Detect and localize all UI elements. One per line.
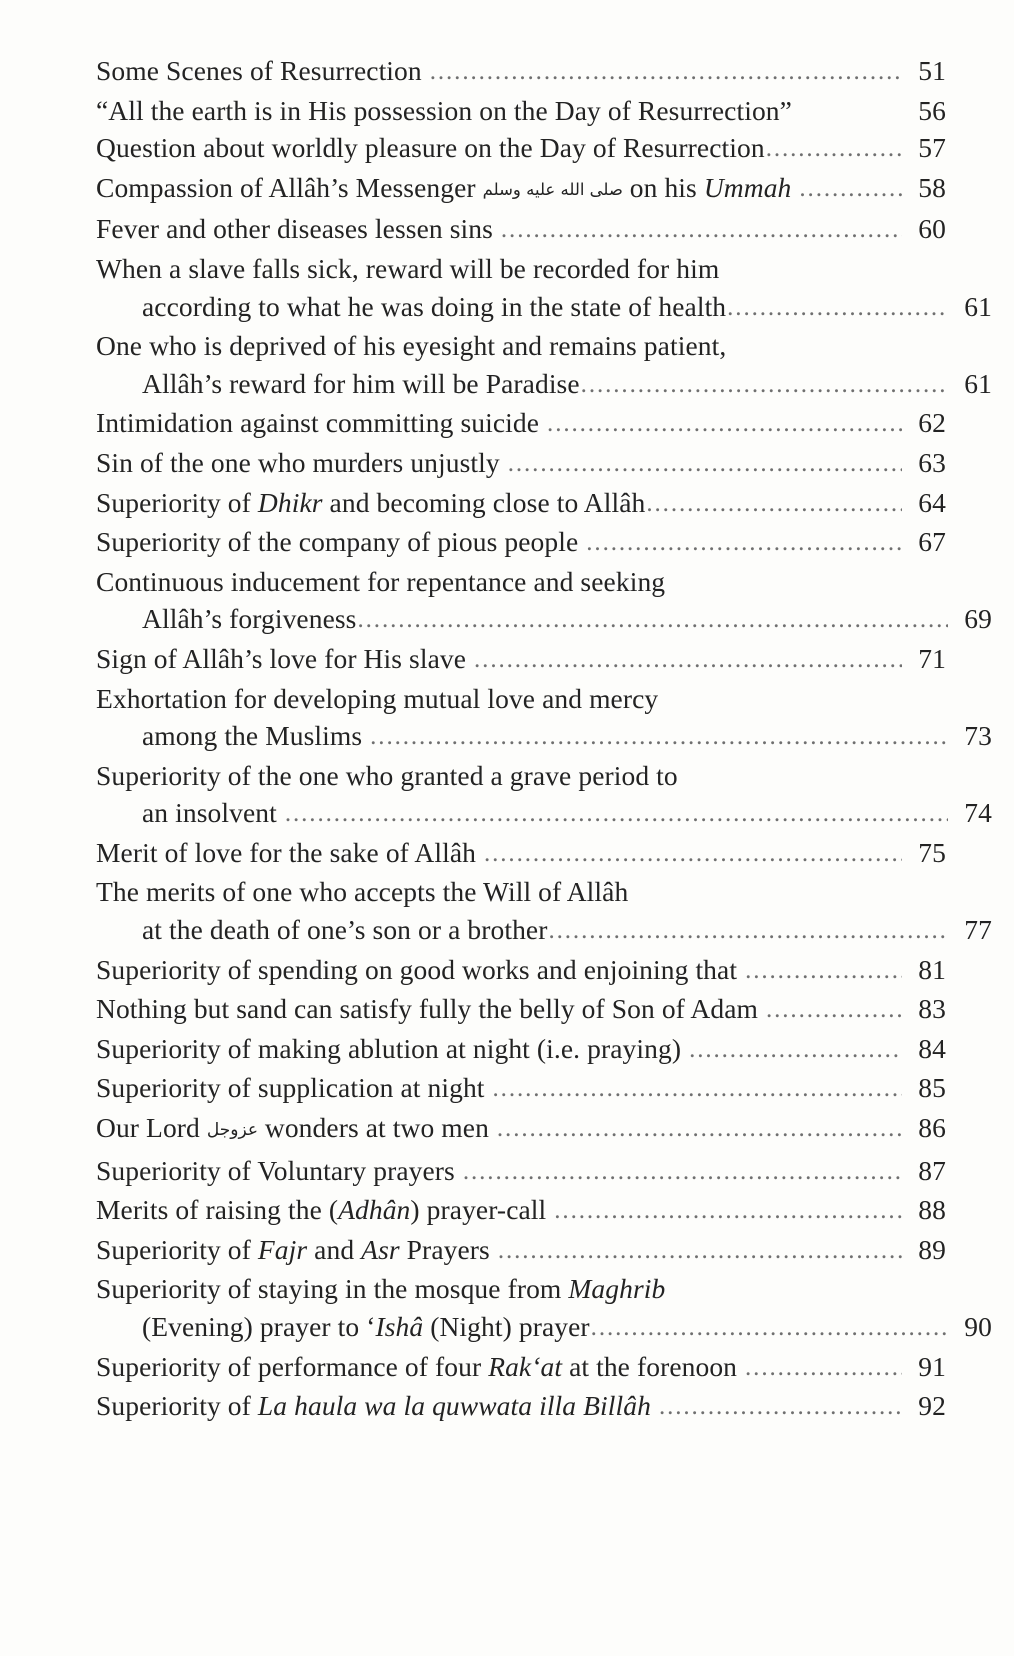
toc-entry-row (96, 1191, 946, 1231)
toc-entry-title: Intimidation against committing suicide (96, 407, 547, 439)
toc-entry[interactable] (96, 1270, 992, 1347)
toc-entry-title: Merit of love for the sake of Allâh (96, 836, 483, 868)
toc-entry-row (96, 834, 946, 874)
toc-entry-title-text: Superiority of (96, 1390, 258, 1422)
toc-leader-dots (745, 1349, 902, 1387)
toc-page-number[interactable]: 84 (918, 1032, 946, 1064)
toc-entry[interactable] (96, 1030, 946, 1070)
toc-entry-title-italic: La haula wa la quwwata illa Billâh (257, 1390, 651, 1422)
toc-entry-row (96, 1348, 946, 1388)
toc-entry-title: Question about worldly pleasure on the Day of Resurrection (96, 132, 765, 164)
toc-page-number[interactable]: 67 (918, 526, 946, 558)
toc-leader-dots (591, 1309, 948, 1347)
toc-entry-title-text: Superiority of (96, 1233, 258, 1265)
toc-entry-title: Superiority of spending on good works and enjoining that (96, 953, 745, 985)
toc-entry-title: Allâh’s reward for him will be Paradise (142, 367, 580, 399)
toc-leader-dots (745, 952, 902, 990)
toc-leader-dots (501, 211, 902, 249)
toc-leader-dots (586, 524, 902, 562)
toc-entry-title-text: Merits of raising the ( (96, 1194, 339, 1226)
toc-entry-title-italic: Dhikr (257, 486, 323, 518)
toc-entry-title: Nothing but sand can satisfy fully the belly of Son of Adam (96, 993, 765, 1025)
toc-entry-row (96, 365, 992, 405)
toc-entry[interactable] (96, 444, 946, 484)
toc-entry-title-text: (Night) prayer (423, 1311, 590, 1342)
table-of-contents (96, 52, 992, 1427)
toc-entry-row (96, 210, 946, 250)
toc-entry-row (96, 288, 992, 328)
toc-entry[interactable] (96, 169, 946, 211)
toc-entry[interactable] (96, 52, 946, 92)
toc-entry-row (96, 951, 946, 991)
toc-entry-title-italic: Ummah (703, 171, 792, 203)
toc-leader-dots (463, 1153, 902, 1191)
toc-entry-row (96, 404, 946, 444)
toc-page-number[interactable]: 71 (918, 642, 946, 674)
toc-entry-row (96, 52, 946, 92)
toc-entry-title-italic: Adhân (338, 1194, 411, 1226)
toc-entry[interactable] (96, 1109, 946, 1152)
toc-entry-row (96, 484, 946, 524)
toc-page-number[interactable]: 87 (918, 1154, 946, 1186)
toc-entry-title (142, 1308, 590, 1346)
toc-entry-line: When a slave falls sick, reward will be recorded for him (96, 252, 720, 284)
toc-leader-dots (548, 912, 948, 950)
toc-entry[interactable] (96, 951, 946, 991)
toc-entry-line: Superiority of the one who granted a grave period to (96, 759, 678, 791)
toc-leader-dots (727, 289, 948, 327)
toc-entry-title: Superiority of the company of pious people (96, 526, 586, 558)
toc-leader-dots (659, 1388, 902, 1426)
toc-entry-row (96, 1308, 992, 1348)
toc-page-number[interactable]: 56 (918, 94, 946, 126)
toc-entry-title: Compassion of Allâh’s Messenger صلى الله عليه وسلم on his Ummah (96, 169, 798, 211)
toc-entry-title-text: wonders at two men (258, 1112, 496, 1144)
toc-page-number[interactable]: 73 (964, 720, 992, 752)
toc-leader-dots (766, 130, 902, 168)
toc-entry-title-text: at the forenoon (562, 1350, 745, 1382)
toc-entry-title: Sign of Allâh’s love for His slave (96, 642, 474, 674)
toc-entry[interactable] (96, 1348, 946, 1388)
toc-entry-line: The merits of one who accepts the Will of Allâh (96, 876, 629, 908)
toc-leader-dots (358, 601, 949, 639)
toc-entry-row (96, 1387, 946, 1427)
toc-leader-dots (581, 366, 948, 404)
toc-entry-title: Some Scenes of Resurrection (96, 55, 429, 86)
toc-page-number[interactable]: 86 (918, 1112, 946, 1144)
toc-entry-title: among the Muslims (142, 720, 370, 752)
toc-entry-row (96, 444, 946, 484)
arabic-honorific-azza-wa-jall: عزوجل (206, 1120, 258, 1141)
toc-entry-title: an insolvent (142, 797, 284, 829)
toc-entry-title-text: Superiority of performance of four (96, 1350, 489, 1382)
toc-page-number[interactable]: 91 (918, 1350, 946, 1382)
toc-leader-dots (498, 1232, 902, 1270)
toc-page-number[interactable]: 92 (918, 1390, 946, 1422)
toc-leader-dots (430, 53, 902, 91)
toc-entry[interactable] (96, 484, 946, 524)
toc-page-number[interactable]: 58 (918, 171, 946, 203)
toc-leader-dots (547, 405, 902, 443)
toc-entry-title-italic: Maghrib (568, 1273, 666, 1305)
toc-leader-dots (370, 718, 948, 756)
toc-entry-title (96, 1348, 744, 1386)
toc-entry-row (96, 717, 992, 757)
toc-entry-line (96, 1270, 946, 1308)
toc-entry-row (96, 600, 992, 640)
toc-entry-title-text: Prayers (399, 1233, 497, 1265)
toc-entry-row (96, 1030, 946, 1070)
toc-entry[interactable] (96, 523, 946, 563)
toc-entry[interactable] (96, 1152, 946, 1192)
toc-entry-row (96, 1069, 946, 1109)
toc-entry-title-italic: Ishâ (375, 1311, 424, 1342)
toc-entry-title: Fever and other diseases lessen sins (96, 213, 500, 245)
toc-entry-title-text: Superiority of (96, 486, 258, 518)
toc-entry-title (96, 484, 645, 522)
toc-leader-dots (497, 1110, 902, 1148)
toc-entry-title: according to what he was doing in the state of health (142, 290, 727, 322)
toc-entry-title-text: ) prayer-call (410, 1194, 554, 1226)
toc-page-number[interactable]: 57 (918, 132, 946, 164)
toc-entry-title-text: and becoming close to Allâh (322, 486, 646, 518)
toc-entry-row (96, 1152, 946, 1192)
toc-entry[interactable] (96, 250, 992, 327)
toc-page-number[interactable]: 77 (964, 914, 992, 946)
toc-entry[interactable] (96, 680, 992, 757)
toc-entry-row (96, 990, 946, 1030)
toc-entry-title: Allâh’s forgiveness (142, 603, 357, 635)
toc-leader-dots (646, 485, 902, 523)
toc-leader-dots (285, 795, 948, 833)
toc-page-number[interactable]: 61 (964, 367, 992, 399)
toc-page-number[interactable]: 74 (964, 797, 992, 829)
toc-page-number[interactable]: 69 (964, 603, 992, 635)
toc-entry[interactable] (96, 757, 992, 834)
toc-entry-title (96, 1191, 553, 1229)
toc-entry-row (96, 1109, 946, 1152)
toc-entry-title-text (791, 172, 798, 203)
toc-entry[interactable] (96, 210, 946, 250)
toc-entry-title: “All the earth is in His possession on the Day of Resurrection” (96, 94, 799, 126)
toc-page-number[interactable]: 83 (918, 993, 946, 1025)
toc-entry[interactable] (96, 834, 946, 874)
toc-entry-row (96, 523, 946, 563)
toc-page-number[interactable]: 64 (918, 486, 946, 518)
toc-entry-title (96, 1231, 497, 1269)
toc-page-number[interactable]: 62 (918, 407, 946, 439)
toc-entry-title-italic: Fajr (257, 1233, 308, 1265)
toc-entry-title (96, 1387, 658, 1425)
toc-page-number[interactable]: 75 (918, 836, 946, 868)
toc-leader-dots (493, 1070, 902, 1108)
toc-entry-row (96, 169, 946, 211)
toc-entry-row (96, 794, 992, 834)
toc-page-number[interactable]: 88 (918, 1194, 946, 1226)
toc-leader-dots (799, 170, 902, 208)
toc-entry[interactable] (96, 1387, 946, 1427)
toc-entry-line: Exhortation for developing mutual love and mercy (96, 682, 659, 714)
toc-page-number[interactable]: 90 (964, 1311, 992, 1342)
toc-entry-title-text: (Evening) prayer to ‘ (142, 1311, 376, 1342)
toc-entry-title-text (651, 1390, 658, 1421)
toc-entry-row (96, 92, 946, 130)
toc-entry-title: at the death of one’s son or a brother (142, 914, 548, 946)
toc-page-number[interactable]: 81 (918, 953, 946, 985)
toc-entry-title-text: on his (622, 171, 704, 203)
toc-page-number[interactable]: 89 (918, 1233, 946, 1265)
toc-entry-row (96, 911, 992, 951)
toc-page-number[interactable]: 61 (964, 290, 992, 322)
toc-entry-line: Continuous inducement for repentance and seeking (96, 565, 666, 597)
toc-entry[interactable] (96, 404, 946, 444)
toc-entry-title: Superiority of supplication at night (96, 1072, 492, 1104)
toc-entry[interactable] (96, 873, 992, 950)
toc-entry[interactable] (96, 92, 946, 130)
toc-entry-title-text: Superiority of staying in the mosque from (96, 1273, 569, 1305)
toc-entry[interactable] (96, 1231, 946, 1271)
toc-leader-dots (508, 445, 902, 483)
toc-leader-dots (766, 991, 902, 1029)
toc-entry[interactable] (96, 1069, 946, 1109)
toc-entry[interactable] (96, 640, 946, 680)
toc-page-number[interactable]: 63 (918, 446, 946, 478)
toc-entry-title-italic: Rak‘at (488, 1350, 563, 1382)
toc-entry[interactable] (96, 129, 946, 169)
toc-entry-title: Superiority of making ablution at night (i.e. praying) (96, 1032, 689, 1064)
toc-entry[interactable] (96, 327, 992, 404)
toc-entry[interactable] (96, 990, 946, 1030)
toc-leader-dots (484, 835, 902, 873)
toc-page-number[interactable]: 85 (918, 1072, 946, 1104)
toc-entry[interactable] (96, 1191, 946, 1231)
toc-page-number[interactable]: 60 (918, 213, 946, 245)
toc-page-number[interactable]: 51 (918, 55, 946, 86)
toc-entry-row (96, 640, 946, 680)
arabic-honorific-salla-allahu-alayhi-wa-sallam: صلى الله عليه وسلم (482, 179, 623, 199)
toc-entry[interactable] (96, 563, 992, 640)
toc-leader-dots (689, 1031, 902, 1069)
toc-leader-dots (554, 1192, 902, 1230)
toc-entry-title: Superiority of Voluntary prayers (96, 1154, 462, 1186)
toc-entry-title: Sin of the one who murders unjustly (96, 446, 507, 478)
toc-entry-title-text: and (307, 1233, 362, 1265)
toc-entry-title-italic: Asr (361, 1233, 400, 1265)
toc-leader-dots (474, 641, 902, 679)
toc-entry-title: Our Lord عزوجل wonders at two men (96, 1112, 496, 1144)
toc-entry-line: One who is deprived of his eyesight and remains patient, (96, 330, 727, 362)
toc-entry-row (96, 1231, 946, 1271)
toc-entry-row (96, 129, 946, 169)
